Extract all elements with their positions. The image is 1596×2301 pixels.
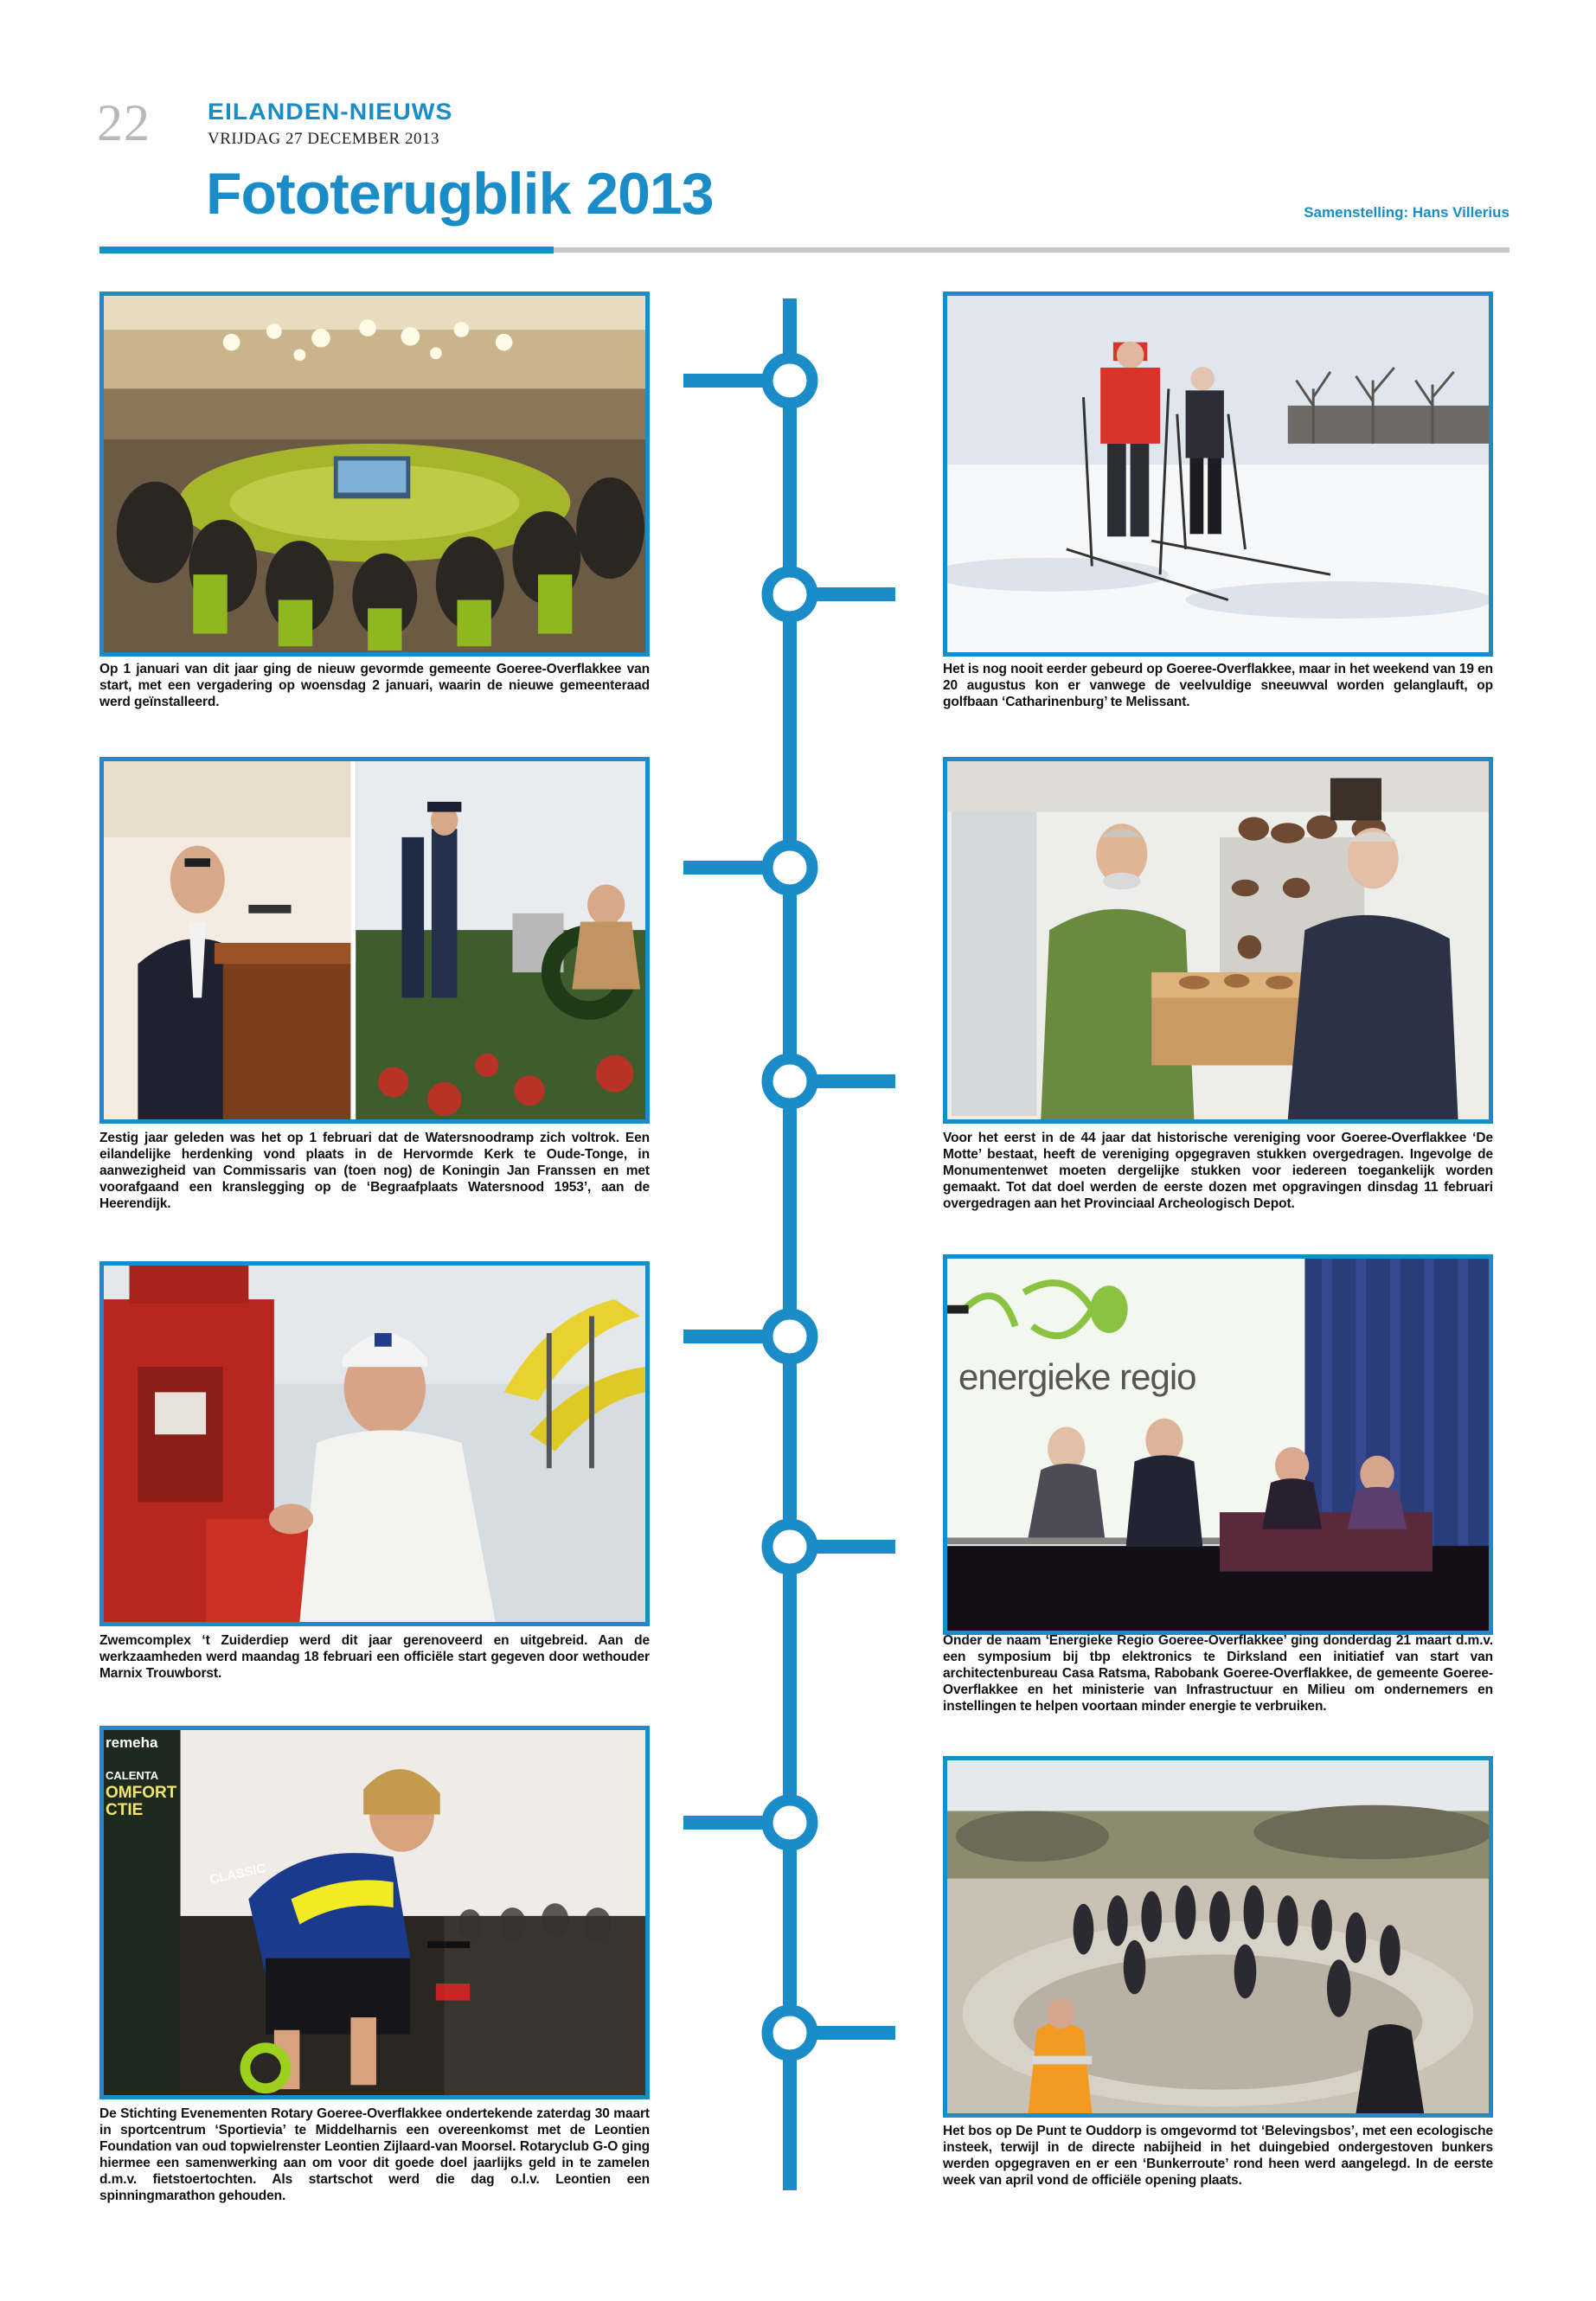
title-rule-gray	[554, 247, 1509, 253]
photo-skiing	[943, 292, 1493, 657]
timeline-node	[767, 845, 812, 890]
timeline-node	[767, 572, 812, 617]
timeline-node	[767, 1314, 812, 1359]
photo-bunker-route	[943, 1756, 1493, 2118]
photo-watersnood-commemoration	[99, 757, 650, 1124]
photo-energieke-regio	[943, 1254, 1493, 1635]
title-rule-blue	[99, 247, 554, 253]
masthead-logo: EILANDEN-NIEUWS	[208, 99, 453, 125]
photo-council-meeting	[99, 292, 650, 657]
timeline-node	[767, 1800, 812, 1845]
remeha-brand: remeha	[106, 1734, 158, 1751]
caption-skiing: Het is nog nooit eerder gebeurd op Goeree-Overflakkee, maar in het weekend van 19 en 20 augustus kon er vanwege de veelvuldige sneeuwval worden gelanglauft, op golfbaan ‘Catharinenburg’ te Melissant.	[943, 662, 1493, 709]
timeline-node	[767, 1524, 812, 1569]
remeha-line-calenta: CALENTA	[106, 1769, 159, 1782]
photo-archaeology-handover	[943, 757, 1493, 1124]
page-title: Fototerugblik 2013	[206, 161, 714, 227]
caption-archaeology-handover: Voor het eerst in de 44 jaar dat historische vereniging voor Goeree-Overflakkee ‘De Motte’ bestaat, heeft de vereniging opgegraven stukken overgedragen. Ingevolge de Monumentenwet moeten dergelijke stukken voor iedereen toegankelijk worden gemaakt. Tot dat doel werden de eerste dozen met opgravingen dinsdag 11 februari overgedragen aan het Provinciaal Archeologisch Depot.	[943, 1131, 1493, 1211]
remeha-banner	[106, 1734, 175, 1819]
caption-spinning-marathon: De Stichting Evenementen Rotary Goeree-Overflakkee ondertekende zaterdag 30 maart in sportcentrum ‘Sportievia’ te Middelharnis een overeenkomst met de Leontien Foundation van oud topwielrenster Leontien Zijlaard-van Moorsel. Rotaryclub G-O ging hiermee een samenwerking aan om voor dit goede doel jaarlijks geld in te zamelen d.m.v. fietstoertochten. Als startschot werd die dag o.l.v. Leontien een spinningmarathon gehouden.	[99, 2106, 650, 2203]
energy-banner-text: energieke regio	[958, 1356, 1196, 1397]
caption-swimming-complex: Zwemcomplex ‘t Zuiderdiep werd dit jaar gerenoveerd en uitgebreid. Aan de werkzaamheden werd maandag 18 februari een officiële start gegeven door wethouder Marnix Trouwborst.	[99, 1633, 650, 1681]
jersey-text: CLASSIC	[208, 1861, 267, 1888]
photo-spinning-marathon	[99, 1726, 650, 2099]
caption-watersnood-commemoration: Zestig jaar geleden was het op 1 februari dat de Watersnoodramp zich voltrok. Een eilandelijke herdenking vond plaats in de Hervormde Kerk te Oude-Tonge, in aanwezigheid van Commissaris van (toen nog) de Koningin Jan Franssen en met voorafgaand een kranslegging op de ‘Begraafplaats Watersnood 1953’, aan de Heerendijk.	[99, 1131, 650, 1211]
caption-energieke-regio: Onder de naam ‘Energieke Regio Goeree-Overflakkee’ ging donderdag 21 maart d.m.v. een symposium bij tbp elektronics te Dirksland een initiatief van start van architectenbureau Casa Ratsma, Rabobank Goeree-Overflakkee, de gemeente Goeree-Overflakkee en het ministerie van Infrastructuur en Milieu om ondernemers en instellingen te helpen voortaan minder energie te verbruiken.	[943, 1633, 1493, 1714]
photo-credit: Samenstelling: Hans Villerius	[1304, 204, 1509, 221]
issue-date: VRIJDAG 27 DECEMBER 2013	[208, 130, 439, 148]
remeha-line-comfort: OMFORT	[106, 1784, 177, 1802]
photo-swimming-complex	[99, 1261, 650, 1626]
caption-council-meeting: Op 1 januari van dit jaar ging de nieuw gevormde gemeente Goeree-Overflakkee van start, met een vergadering op woensdag 2 januari, waarin de nieuwe gemeenteraad werd geïnstalleerd.	[99, 662, 650, 709]
caption-bunker-route: Het bos op De Punt te Ouddorp is omgevormd tot ‘Belevingsbos’, met een ecologische insteek, terwijl in de directe nabijheid in het duingebied ondergestoven bunkers werden opgegraven en er een ‘Bunkerroute’ rond heen werd aangelegd. In de eerste week van april vond de officiële opening plaats.	[943, 2124, 1493, 2188]
timeline-node	[767, 1059, 812, 1104]
timeline-node	[767, 2010, 812, 2055]
timeline-node	[767, 358, 812, 403]
remeha-line-actie: CTIE	[106, 1801, 144, 1819]
page-number: 22	[97, 94, 151, 151]
